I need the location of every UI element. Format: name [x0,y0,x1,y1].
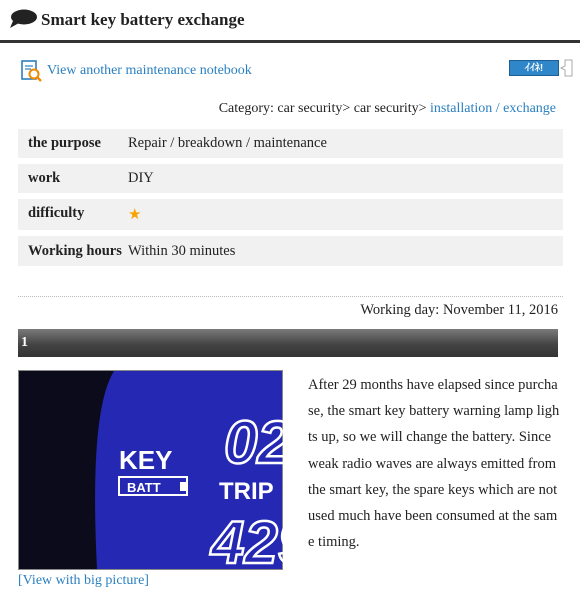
photo-trip-text: TRIP [219,478,274,505]
step-photo[interactable] [18,370,312,576]
info-key: difficulty [28,205,85,221]
notebook-search-icon[interactable] [20,60,42,82]
view-big-picture-link[interactable]: [View with big picture] [18,573,149,588]
info-row-work [18,164,563,193]
info-table [18,129,563,272]
info-row-working-hours [18,236,563,266]
page-header [0,0,580,43]
info-value: Within 30 minutes [128,242,236,259]
info-key: work [28,170,61,186]
step-number-bar: 1 [18,329,558,357]
view-other-notebook-link[interactable]: View another maintenance notebook [47,63,252,78]
info-value: Repair / breakdown / maintenance [128,135,327,151]
star-rating: ★ [128,207,142,223]
difficulty-star-icon [128,199,563,230]
category-prefix: Category: car security> car security> [218,101,427,116]
iine-button[interactable]: ｲｲﾈ! [509,60,559,76]
nav-row [20,60,576,84]
info-value: DIY [128,170,154,186]
iine-count-arrow-icon [561,60,573,76]
photo-digits-bottom: 429 [211,509,312,576]
page-title: Smart key battery exchange [41,10,245,29]
divider [18,296,563,297]
info-key: the purpose [28,135,101,151]
speech-bubble-icon [9,9,37,29]
info-row-purpose [18,129,563,158]
info-key: Working hours [28,243,122,259]
category-link-installation[interactable]: installation / exchange [430,101,556,116]
photo-batt-text: BATT [127,480,161,495]
info-row-difficulty [18,199,563,230]
working-day: Working day: November 11, 2016 [360,302,558,318]
photo-digits-top: 02 [224,409,291,476]
photo-key-text: KEY [119,445,173,475]
category-breadcrumb [219,101,556,117]
step-description: After 29 months have elapsed since purchase, the smart key battery warning lamp lights up, so we will change the battery. Since weak radio waves are always emitted from the smart key, the spare keys which are not used much have been consumed at the same timing. [308,377,560,551]
